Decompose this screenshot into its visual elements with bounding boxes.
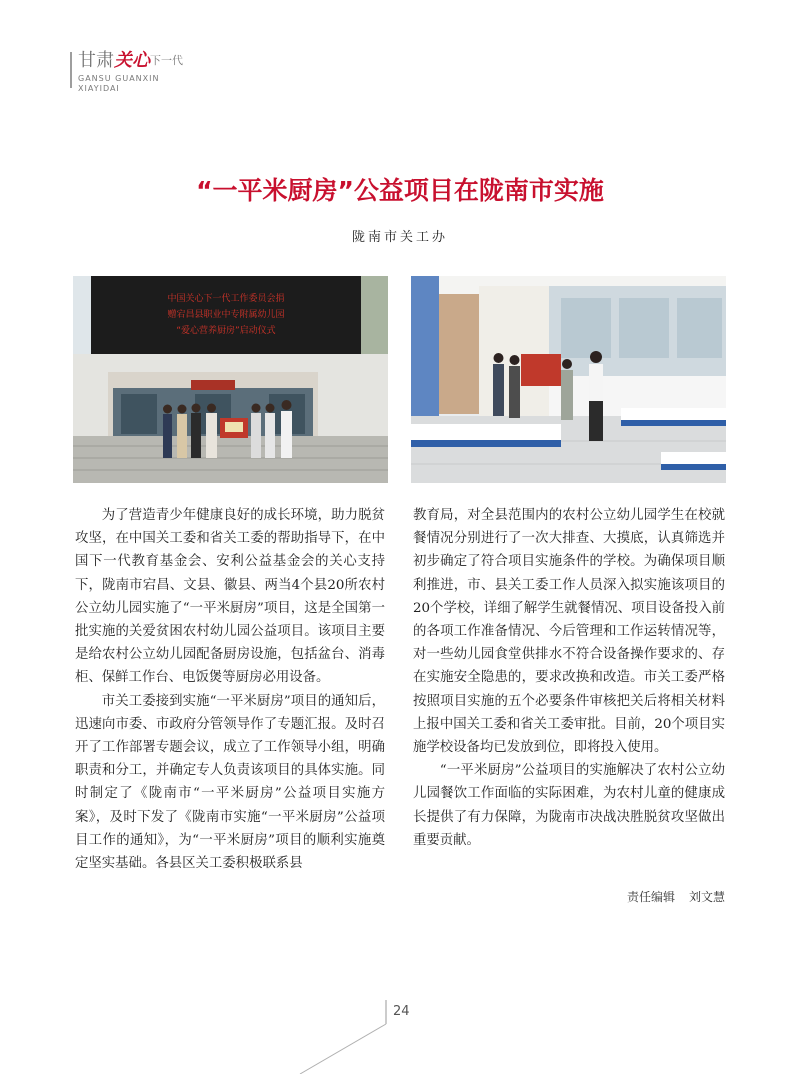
led-screen-line1: 中国关心下一代工作委员会捐 xyxy=(167,294,285,304)
magazine-logo xyxy=(78,50,183,72)
left-paragraph-1: 为了营造青少年健康良好的成长环境，助力脱贫攻坚，在中国关工委和省关工委的帮助指导下，在中国下一代教育基金会、安利公益基金会的关心支持下，陇南市宕昌、文县、徽县、两当4个县20所农村公立幼儿园实施了“一平米厨房”项目，这是全国第一批实施的关爱贫困农村幼儿园公益项目。该项目主要是给农村公立幼儿园配备厨房设施，包括盆台、消毒柜、保鲜工作台、电饭煲等厨房必用设备。 xyxy=(75,508,385,686)
article-title: “一平米厨房”公益项目在陇南市实施 xyxy=(196,176,604,205)
ceremony-photo xyxy=(73,276,388,483)
led-screen-line3: “爱心营养厨房”启动仪式 xyxy=(176,326,276,336)
led-screen-line2: 赠宕昌县职业中专附属幼儿园 xyxy=(167,310,285,320)
editor-name: 刘文慧 xyxy=(688,890,725,904)
magazine-header xyxy=(70,50,190,100)
article-column-left xyxy=(75,504,385,875)
right-paragraph-2: “一平米厨房”公益项目的实施解决了农村公立幼儿园餐饮工作面临的实际困难，为农村儿童的健康成长提供了有力保障，为陇南市决战决胜脱贫攻坚做出重要贡献。 xyxy=(413,763,725,848)
logo-pinyin xyxy=(78,74,159,94)
logo-text-gansu: 甘肃 xyxy=(78,50,114,71)
dining-hall-photo-illustration xyxy=(411,276,726,483)
logo-pinyin-line2: XIAYIDAI xyxy=(78,84,120,93)
article-column-right xyxy=(413,504,725,852)
editor-credit xyxy=(627,888,725,905)
logo-pinyin-line1: GANSU GUANXIN xyxy=(78,74,160,83)
right-paragraph-1: 教育局，对全县范围内的农村公立幼儿园学生在校就餐情况分别进行了一次大排查、大摸底，认真筛选并初步确定了符合项目实施条件的学校。为确保项目顺利推进，市、县关工委工作人员深入拟实施该项目的20个学校，详细了解学生就餐情况、项目设备投入前的各项工作准备情况、今后管理和工作运转情况等，对一些幼儿园食堂供排水不符合设备操作要求的、存在实施安全隐患的，要求改换和改造。市关工委严格按照项目实施的五个必要条件审核把关后将相关材料上报中国关工委和省关工委审批。目前，20个项目实施学校设备均已发放到位，即将投入使用。 xyxy=(413,508,725,756)
ceremony-photo-illustration xyxy=(73,276,388,483)
article-author: 陇南市关工办 xyxy=(351,230,448,245)
logo-text-guanxin: 关心 xyxy=(114,50,150,71)
editor-label: 责任编辑 xyxy=(626,890,675,904)
page-number: 24 xyxy=(393,1004,410,1019)
logo-text-xiayidai: 下一代 xyxy=(150,54,183,67)
header-bar xyxy=(70,52,72,88)
left-paragraph-2: 市关工委接到实施“一平米厨房”项目的通知后，迅速向市委、市政府分管领导作了专题汇报。及时召开了工作部署专题会议，成立了工作领导小组，明确职责和分工，并确定专人负责该项目的具体实施。同时制定了《陇南市“一平米厨房”公益项目实施方案》，及时下发了《陇南市实施“一平米厨房”公益项目工作的通知》，为“一平米厨房”项目的顺利实施奠定坚实基础。各县区关工委积极联系县 xyxy=(75,693,385,872)
dining-hall-photo xyxy=(411,276,726,483)
